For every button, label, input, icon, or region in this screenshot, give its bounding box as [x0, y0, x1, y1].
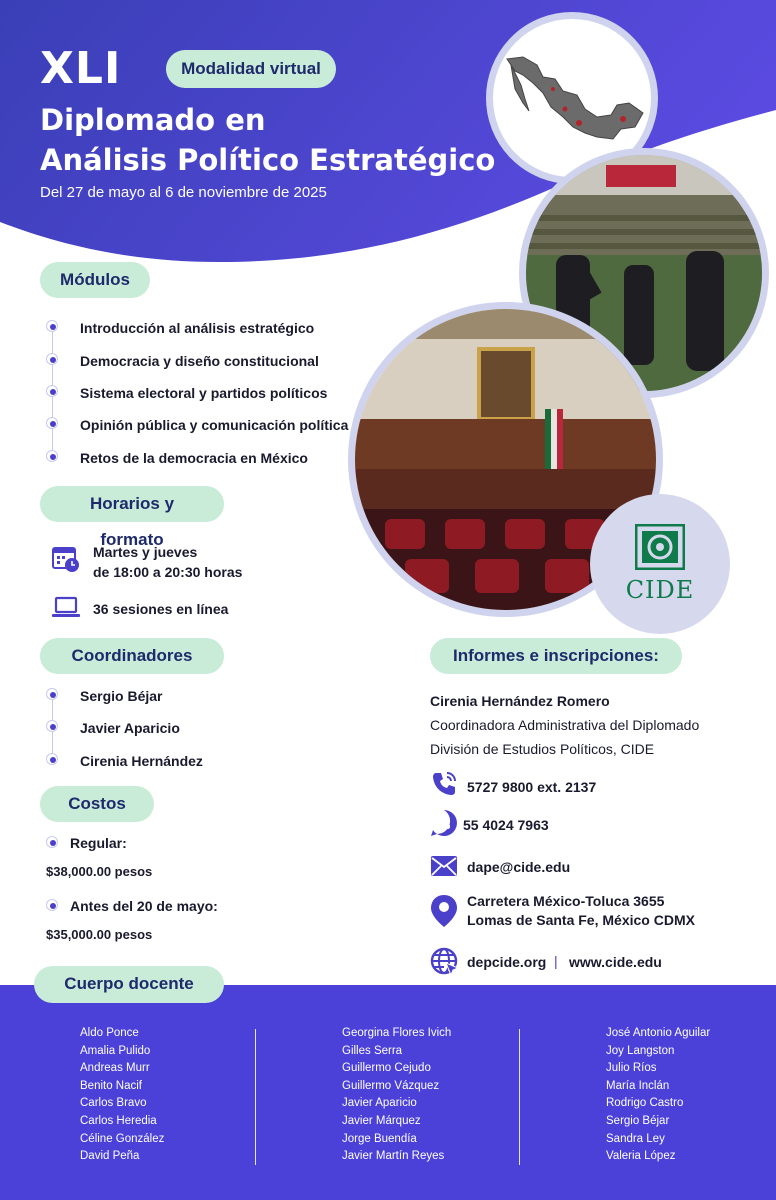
cide-logo-badge [590, 494, 730, 634]
faculty-divider-2 [519, 1029, 520, 1165]
modality-badge: Modalidad virtual [166, 50, 336, 88]
module-bullet-2 [46, 353, 58, 365]
calendar-clock-icon [52, 545, 80, 573]
coordinator-item-1: Sergio Béjar [80, 688, 163, 704]
faculty-member: Benito Nacif [80, 1079, 143, 1092]
page-title [40, 100, 495, 180]
module-bullet-1 [46, 320, 58, 332]
faculty-column-1 [80, 1025, 164, 1166]
faculty-column-2 [342, 1025, 451, 1166]
modules-heading: Módulos [40, 262, 150, 298]
module-item-5: Retos de la democracia en México [80, 450, 308, 466]
faculty-member: Javier Aparicio [342, 1097, 417, 1110]
faculty-heading: Cuerpo docente [34, 966, 224, 1003]
coordinator-bullet-1 [46, 688, 58, 700]
faculty-member: María Inclán [606, 1079, 670, 1092]
web-link-cide[interactable]: www.cide.edu [569, 954, 662, 970]
cost-bullet-regular [46, 836, 58, 848]
contact-whatsapp[interactable]: 55 4024 7963 [463, 817, 549, 833]
contact-address [467, 892, 695, 930]
cost-early-price: $35,000.00 pesos [46, 927, 153, 942]
cost-bullet-early [46, 899, 58, 911]
cost-regular-label: Regular: [70, 835, 127, 851]
edition-number: XLI [40, 43, 122, 94]
web-link-depcide[interactable]: depcide.org [467, 954, 547, 970]
module-bullet-3 [46, 385, 58, 397]
faculty-member: José Antonio Aguilar [606, 1027, 711, 1039]
contact-name: Cirenia Hernández Romero [430, 693, 610, 709]
faculty-member: Joy Langston [606, 1044, 675, 1057]
contact-email[interactable]: dape@cide.edu [467, 859, 571, 875]
address-line-1: Carretera México-Toluca 3655 [467, 893, 665, 909]
cost-early-label: Antes del 20 de mayo: [70, 898, 218, 914]
faculty-member: Carlos Heredia [80, 1114, 157, 1127]
coordinators-heading: Coordinadores [40, 638, 224, 674]
program-dates: Del 27 de mayo al 6 de noviembre de 2025 [40, 184, 327, 201]
cide-logo-text: CIDE [625, 576, 695, 604]
faculty-member: Sergio Béjar [606, 1114, 670, 1127]
cost-regular-price: $38,000.00 pesos [46, 864, 153, 879]
faculty-member: Rodrigo Castro [606, 1097, 684, 1110]
module-item-4: Opinión pública y comunicación política [80, 417, 349, 433]
module-item-3: Sistema electoral y partidos políticos [80, 385, 328, 401]
faculty-member: Julio Ríos [606, 1062, 657, 1075]
whatsapp-icon [430, 809, 458, 837]
cide-logo-icon [635, 524, 685, 570]
module-bullet-4 [46, 417, 58, 429]
faculty-member: Javier Martín Reyes [342, 1150, 445, 1163]
faculty-column-3 [606, 1025, 710, 1166]
faculty-member: Gilles Serra [342, 1044, 403, 1057]
title-line-2: Análisis Político Estratégico [40, 143, 496, 177]
module-item-1: Introducción al análisis estratégico [80, 320, 315, 336]
faculty-member: Guillermo Cejudo [342, 1062, 431, 1075]
sessions-text: 36 sesiones en línea [93, 601, 229, 617]
web-separator: | [554, 953, 558, 969]
schedule-heading: Horarios y formato [40, 486, 224, 522]
faculty-member: Valeria López [606, 1150, 676, 1163]
contact-division: División de Estudios Políticos, CIDE [430, 741, 655, 757]
laptop-icon [52, 596, 80, 620]
module-bullet-5 [46, 450, 58, 462]
coordinator-item-3: Cirenia Hernández [80, 753, 203, 769]
faculty-member: Guillermo Vázquez [342, 1079, 440, 1092]
coordinator-bullet-2 [46, 720, 58, 732]
faculty-member: Javier Márquez [342, 1114, 421, 1127]
faculty-member: Sandra Ley [606, 1132, 665, 1145]
faculty-divider-1 [255, 1029, 256, 1165]
costs-heading: Costos [40, 786, 154, 822]
info-heading: Informes e inscripciones: [430, 638, 682, 674]
coordinator-bullet-3 [46, 753, 58, 765]
faculty-member: Andreas Murr [80, 1062, 150, 1075]
contact-phone[interactable]: 5727 9800 ext. 2137 [467, 779, 597, 795]
address-line-2: Lomas de Santa Fe, México CDMX [467, 912, 695, 928]
location-pin-icon [430, 894, 458, 928]
schedule-days: Martes y jueves [93, 544, 198, 560]
globe-cursor-icon [430, 947, 460, 977]
faculty-member: Amalia Pulido [80, 1044, 151, 1057]
faculty-member: David Peña [80, 1150, 140, 1163]
faculty-member: Jorge Buendía [342, 1132, 417, 1145]
mail-icon [430, 855, 458, 877]
coordinator-item-2: Javier Aparicio [80, 720, 180, 736]
faculty-member: Georgina Flores Ivich [342, 1027, 452, 1039]
schedule-text [93, 542, 242, 582]
faculty-member: Céline González [80, 1132, 165, 1145]
phone-icon [430, 770, 458, 798]
faculty-member: Carlos Bravo [80, 1097, 147, 1110]
module-item-2: Democracia y diseño constitucional [80, 353, 319, 369]
schedule-hours: de 18:00 a 20:30 horas [93, 564, 243, 580]
faculty-member: Aldo Ponce [80, 1027, 139, 1039]
title-line-1: Diplomado en [40, 103, 266, 137]
contact-role: Coordinadora Administrativa del Diplomado [430, 717, 700, 733]
